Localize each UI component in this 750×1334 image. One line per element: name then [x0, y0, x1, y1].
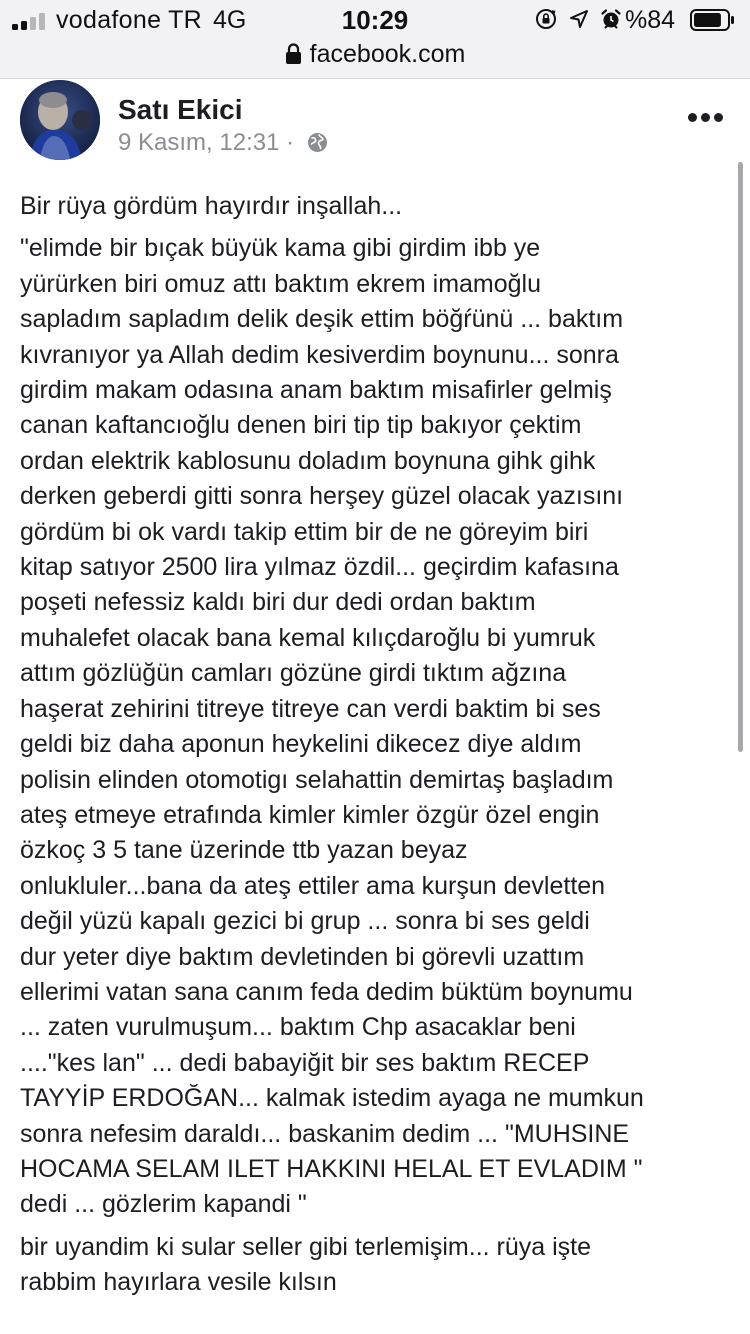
text-line: gördüm bi ok vardı takip ettim bir de ne göreyim biri — [20, 517, 589, 546]
text-line: kitap satıyor 2500 lira yılmaz özdil... geçirdim kafasına — [20, 553, 619, 582]
text-line: girdim makam odasına anam baktım misafirler gelmiş — [20, 376, 612, 405]
text-line: kıvranıyor ya Allah dedim kesiverdim boynunu... sonra — [20, 340, 619, 369]
post-paragraph — [20, 231, 732, 1222]
text-line: sapladım sapladım delik deşik ettim böğŕünü ... baktım — [20, 305, 624, 334]
address-bar[interactable] — [0, 40, 750, 74]
page-scrollbar[interactable] — [738, 162, 743, 752]
more-options-dot — [701, 113, 710, 122]
more-options-dot — [714, 113, 723, 122]
text-line: poşeti nefessiz kaldı biri dur dedi ordan baktım — [20, 588, 536, 617]
battery-percent: %84 — [625, 6, 676, 34]
text-line: onlukluler...bana da ateş ettiler ama kurşun devletten — [20, 871, 606, 900]
post-author-name[interactable]: Satı Ekici — [118, 94, 243, 125]
author-avatar[interactable] — [20, 80, 100, 160]
text-line: değil yüzü kapalı gezici bi grup ... sonra bi ses geldi — [20, 907, 590, 936]
text-line: attım gözlüğün camları gözüne girdi tıktım ağzına — [20, 659, 567, 688]
text-line: ordan elektrik kablosunu doladım boynuna gihk gihk — [20, 446, 596, 475]
text-line: bir uyandim ki sular seller gibi terlemişim... rüya işte — [20, 1232, 592, 1261]
text-line: sonra nefesim daraldı... baskanim dedim ... "MUHSINE — [20, 1119, 630, 1148]
more-options-icon — [688, 113, 697, 122]
status-icons — [528, 8, 622, 32]
url-text: facebook.com — [309, 40, 466, 68]
post-options-button[interactable] — [688, 113, 724, 123]
text-line: ateş etmeye etrafında kimler kimler özgür özel engin — [20, 800, 600, 829]
text-line: canan kaftancıoğlu denen biri tip tip bakıyor çektim — [20, 411, 582, 440]
browser-top-bar — [0, 0, 750, 79]
location-arrow-icon — [569, 9, 589, 29]
post-date[interactable]: 9 Kasım, 12:31 · — [118, 129, 295, 156]
text-line: derken geberdi gitti sonra herşey güzel olacak yazısını — [20, 482, 624, 511]
globe-icon — [307, 132, 328, 153]
text-line: Bir rüya gördüm hayırdır inşallah... — [20, 192, 403, 220]
post-text — [20, 189, 732, 1301]
text-line: dedi ... gözlerim kapandi " — [20, 1190, 307, 1219]
text-line: polisin elinden otomotigı selahattin demirtaş başladım — [20, 765, 614, 794]
status-time: 10:29 — [341, 5, 409, 35]
text-line: haşerat zehirini titreye titreye can verdi baktim bi ses — [20, 694, 601, 723]
post-meta — [118, 129, 328, 157]
post-paragraph — [20, 1230, 732, 1301]
text-line: geldi biz daha aponun heykelini dikecez diye aldım — [20, 730, 582, 759]
carrier-name: vodafone TR — [56, 6, 202, 34]
battery-icon — [690, 9, 735, 31]
text-line: ...."kes lan" ... dedi babayiğit bir ses baktım RECEP — [20, 1048, 590, 1077]
text-line: rabbim hayırlara vesile kılsın — [20, 1268, 337, 1297]
text-line: "elimde bir bıçak büyük kama gibi girdim ibb ye — [20, 234, 541, 263]
text-line: HOCAMA SELAM ILET HAKKINI HELAL ET EVLADIM " — [20, 1154, 643, 1183]
network-type: 4G — [213, 6, 247, 34]
text-line: dur yeter diye baktım devletinden bi görevli uzattım — [20, 942, 585, 971]
orientation-lock-icon — [535, 8, 557, 30]
text-line: muhalefet olacak bana kemal kılıçdaroğlu bi yumruk — [20, 623, 596, 652]
lock-icon — [285, 43, 302, 65]
text-line: ... zaten vurulmuşum... baktım Chp asacaklar beni — [20, 1013, 576, 1042]
text-line: TAYYİP ERDOĞAN... kalmak istedim ayaga ne mumkun — [20, 1084, 644, 1113]
text-line: ellerimi vatan sana canım feda dedim büktüm boynumu — [20, 977, 633, 1006]
profile-photo — [20, 80, 100, 160]
text-line: yürürken biri omuz attı baktım ekrem imamoğlu — [20, 269, 542, 298]
alarm-icon — [600, 8, 622, 30]
text-line: özkoç 3 5 tane üzerinde ttb yazan beyaz — [20, 836, 468, 865]
post-paragraph — [20, 189, 732, 224]
status-bar — [0, 0, 750, 40]
